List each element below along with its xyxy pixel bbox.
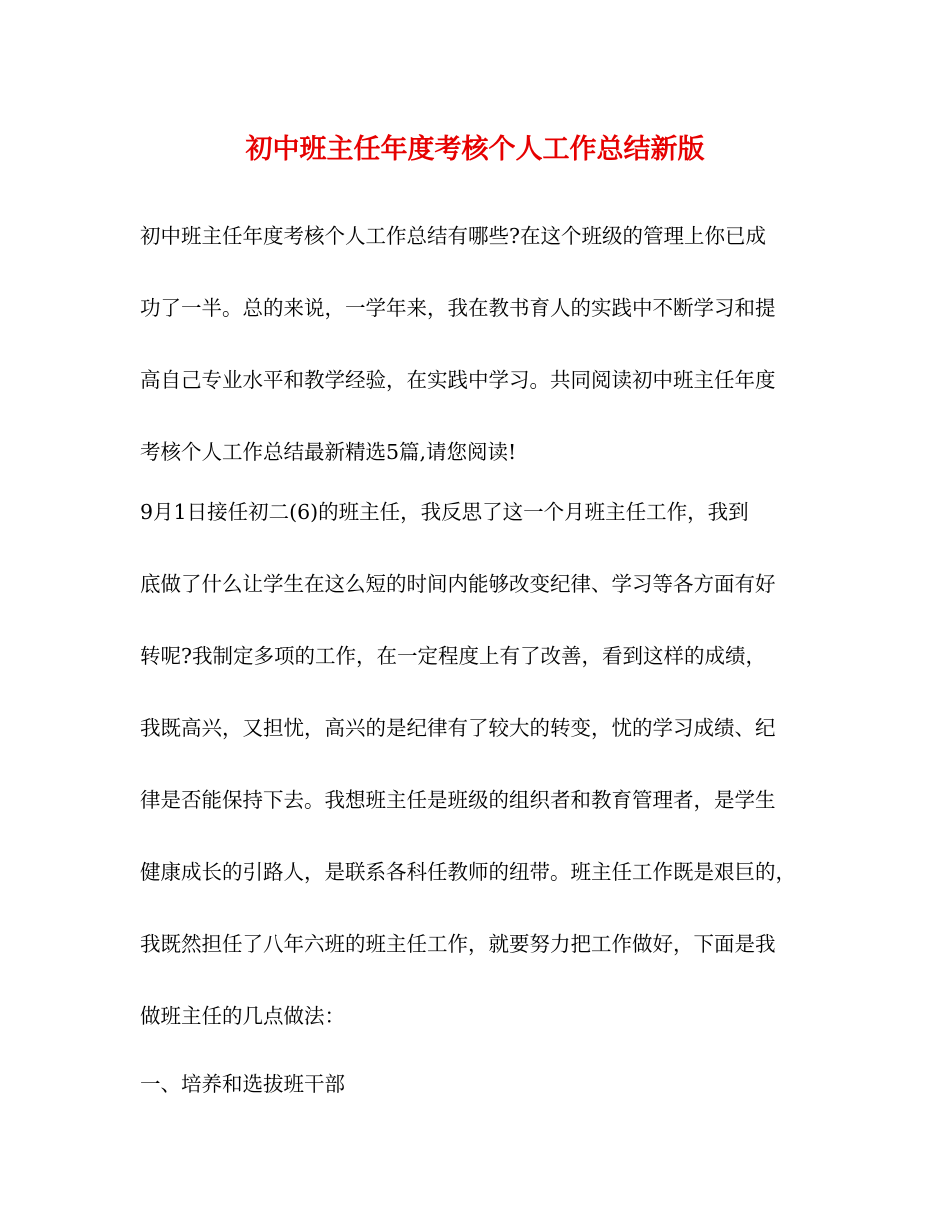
body-line-6: 健康成长的引路人，是联系各科任教师的纽带。班主任工作既是艰巨的， (140, 860, 796, 884)
section-heading: 一、培养和选拔班干部 (140, 1072, 345, 1096)
intro-line-4: 考核个人工作总结最新精选5篇,请您阅读! (140, 440, 517, 464)
intro-line-3: 高自己专业水平和教学经验，在实践中学习。共同阅读初中班主任年度 (140, 368, 776, 392)
intro-line-2: 功了一半。总的来说，一学年来，我在教书育人的实践中不断学习和提 (140, 296, 776, 320)
body-line-3: 转呢?我制定多项的工作，在一定程度上有了改善，看到这样的成绩， (140, 644, 766, 668)
document-title: 初中班主任年度考核个人工作总结新版 (245, 134, 705, 165)
body-line-2: 底做了什么让学生在这么短的时间内能够改变纪律、学习等各方面有好 (140, 572, 776, 596)
body-line-8: 做班主任的几点做法： (140, 1004, 345, 1028)
body-line-4: 我既高兴，又担忧，高兴的是纪律有了较大的转变，忧的学习成绩、纪 (140, 716, 776, 740)
body-line-5: 律是否能保持下去。我想班主任是班级的组织者和教育管理者，是学生 (140, 788, 776, 812)
body-line-7: 我既然担任了八年六班的班主任工作，就要努力把工作做好，下面是我 (140, 932, 776, 956)
body-line-1: 9月1日接任初二(6)的班主任，我反思了这一个月班主任工作，我到 (140, 500, 749, 524)
intro-line-1: 初中班主任年度考核个人工作总结有哪些?在这个班级的管理上你已成 (140, 224, 766, 248)
